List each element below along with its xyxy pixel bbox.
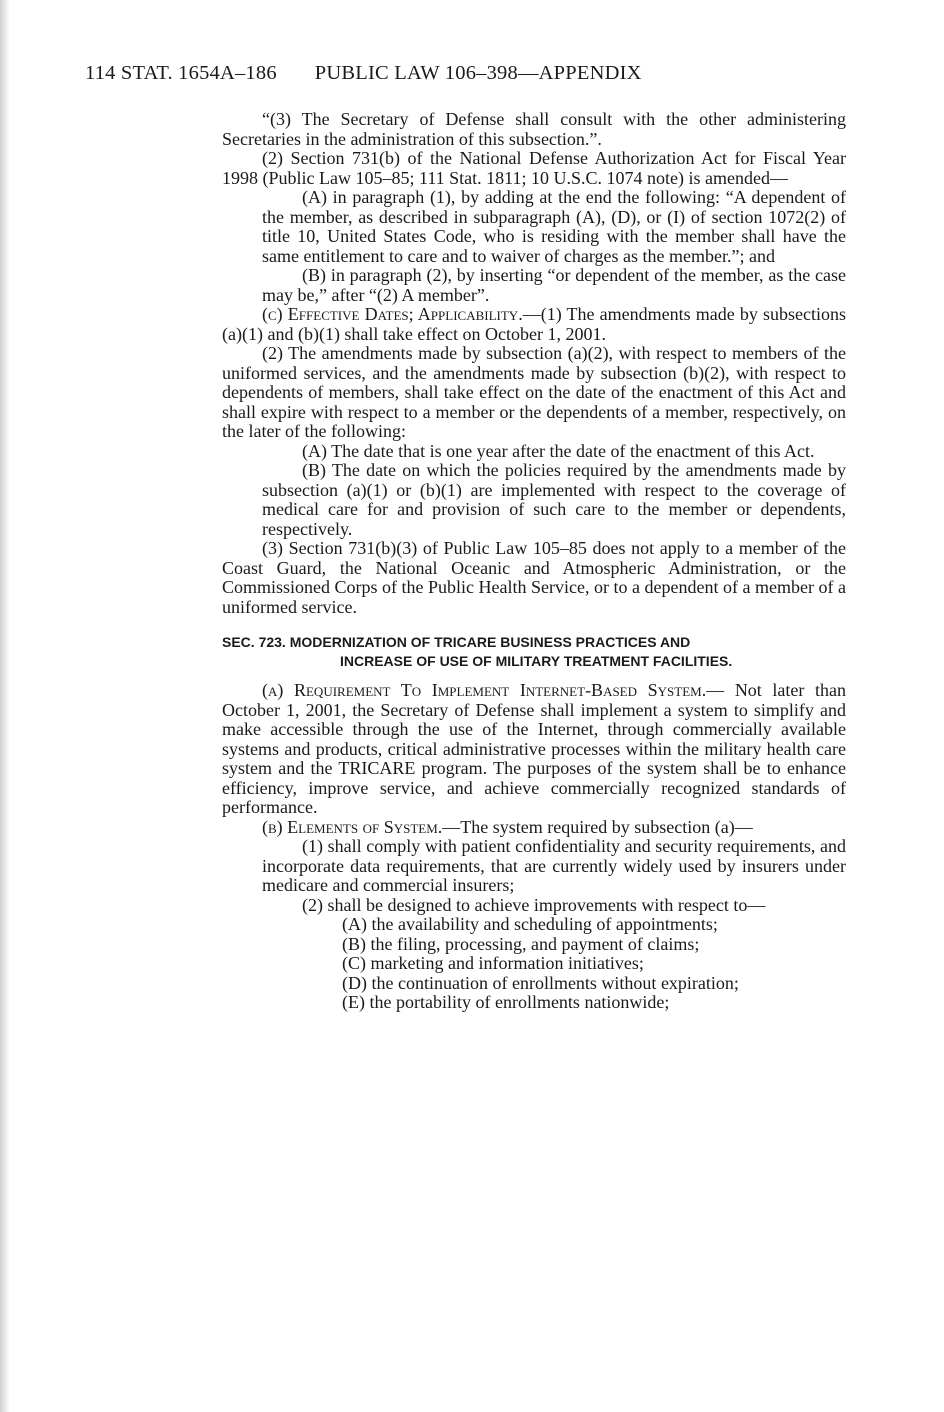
paragraph bbox=[222, 818, 846, 838]
subsection-text: Not later than October 1, 2001, the Secretary of Defense shall implement a system to simplify and make accessible through the use of the Internet, through commercially available systems and products, critical administrative processes within the military health care system and the TRICARE program. The purposes of the system shall be to enhance efficiency, improve service, and achieve commercially recognized standards of performance. bbox=[222, 680, 846, 817]
subsection-heading: (b) Elements of System.— bbox=[262, 816, 461, 837]
paragraph bbox=[222, 681, 846, 818]
paragraph bbox=[222, 305, 846, 344]
stat-citation: 114 STAT. 1654A–186 bbox=[85, 62, 277, 84]
clause: (A) the availability and scheduling of appointments; bbox=[342, 914, 718, 934]
subsection-text: (1) The amendments made by subsections (a)(1) and (b)(1) shall take effect on October 1, 2001. bbox=[222, 304, 846, 344]
subparagraph: (B) The date on which the policies required by the amendments made by subsection (a)(1) or (b)(1) are implemented with respect to the coverage of medical care for and provision of such care to the member or dependents, respectively. bbox=[262, 460, 846, 539]
clause: (B) the filing, processing, and payment of claims; bbox=[342, 933, 700, 954]
clause: (D) the continuation of enrollments without expiration; bbox=[342, 972, 739, 993]
subsection-heading: (c) Effective Dates; Applicability.— bbox=[262, 304, 541, 324]
subparagraph: (A) The date that is one year after the date of the enactment of this Act. bbox=[302, 440, 815, 461]
subparagraph: (2) shall be designed to achieve improvements with respect to— bbox=[302, 894, 766, 915]
clause: (E) the portability of enrollments nationwide; bbox=[342, 992, 670, 1012]
page-header bbox=[85, 62, 642, 85]
law-title: PUBLIC LAW 106–398—APPENDIX bbox=[314, 62, 642, 84]
subparagraph: (A) in paragraph (1), by adding at the end the following: “A dependent of the member, as described in subparagraph (A), (D), or (I) of section 1072(2) of title 10, United States Code, who is residing with the member shall have the same entitlement to care and to waiver of charges as the member.”; and bbox=[262, 187, 846, 266]
document-body bbox=[222, 110, 846, 1013]
paragraph: “(3) The Secretary of Defense shall consult with the other administering Secretaries in the administration of this subsection.”. bbox=[222, 109, 846, 149]
subsection-heading: (a) Requirement To Implement Internet-Based System.— bbox=[262, 680, 725, 700]
clause: (C) marketing and information initiatives; bbox=[342, 953, 644, 973]
subsection-text: The system required by subsection (a)— bbox=[460, 816, 753, 837]
section-title-line-2: INCREASE OF USE OF MILITARY TREATMENT FACILITIES. bbox=[340, 653, 733, 669]
paragraph: (3) Section 731(b)(3) of Public Law 105–85 does not apply to a member of the Coast Guard, the National Oceanic and Atmospheric Administration, or the Commissioned Corps of the Public Health Service, or to a dependent of a member of a uniformed service. bbox=[222, 538, 846, 617]
subparagraph: (B) in paragraph (2), by inserting “or dependent of the member, as the case may be,” after “(2) A member”. bbox=[262, 265, 846, 305]
section-title-line-1: SEC. 723. MODERNIZATION OF TRICARE BUSINESS PRACTICES AND bbox=[222, 634, 691, 650]
page-gutter-shadow bbox=[0, 0, 10, 1412]
paragraph: (2) The amendments made by subsection (a)(2), with respect to members of the uniformed services, and the amendments made by subsection (b)(2), with respect to dependents of members, shall take effect on the date of the enactment of this Act and shall expire with respect to a member or the dependents of a member, respectively, on the later of the following: bbox=[222, 343, 846, 441]
paragraph: (2) Section 731(b) of the National Defense Authorization Act for Fiscal Year 1998 (Public Law 105–85; 111 Stat. 1811; 10 U.S.C. 1074 note) is amended— bbox=[222, 148, 846, 188]
subparagraph: (1) shall comply with patient confidentiality and security requirements, and incorporate data requirements, that are currently widely used by insurers under medicare and commercial insurers; bbox=[262, 836, 846, 895]
section-heading bbox=[222, 633, 846, 671]
